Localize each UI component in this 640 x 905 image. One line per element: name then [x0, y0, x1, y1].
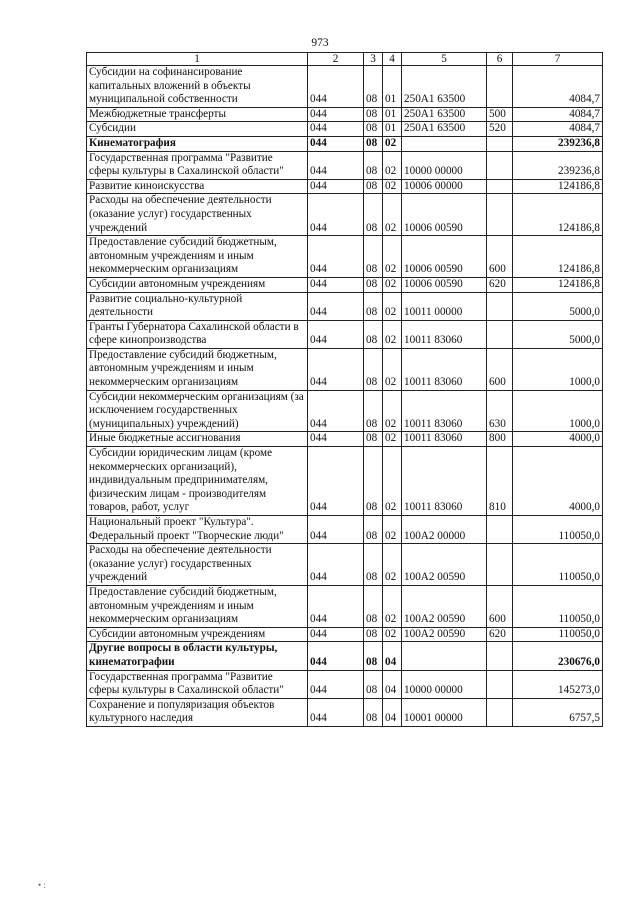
target-code-cell: 100A2 00590 [402, 627, 487, 642]
amount-cell: 124186,8 [513, 236, 603, 278]
section-code-cell: 08 [364, 194, 383, 236]
column-number-row [87, 53, 603, 66]
ministry-code-cell: 044 [308, 432, 364, 447]
ministry-code-cell: 044 [308, 179, 364, 194]
expense-type-cell: 630 [487, 390, 513, 432]
section-code-cell: 08 [364, 516, 383, 544]
subsection-code-cell: 02 [383, 348, 402, 390]
subsection-code-cell: 04 [383, 670, 402, 698]
expense-type-cell: 620 [487, 627, 513, 642]
expense-type-cell [487, 194, 513, 236]
target-code-cell [402, 642, 487, 670]
column-header: 1 [87, 53, 308, 66]
target-code-cell: 10011 83060 [402, 348, 487, 390]
table-row [87, 236, 603, 278]
row-name-cell: Субсидии юридическим лицам (кроме некоммерческих организаций), индивидуальным предпринимателям, физическим лицам - производителям товаров, работ, услуг [87, 447, 308, 516]
table-row [87, 670, 603, 698]
column-header: 4 [383, 53, 402, 66]
table-row [87, 277, 603, 292]
amount-cell: 1000,0 [513, 390, 603, 432]
expense-type-cell [487, 136, 513, 151]
row-name-cell: Предоставление субсидий бюджетным, автономным учреждениям и иным некоммерческим организациям [87, 236, 308, 278]
ministry-code-cell: 044 [308, 516, 364, 544]
ministry-code-cell: 044 [308, 627, 364, 642]
subsection-code-cell: 02 [383, 194, 402, 236]
column-header: 5 [402, 53, 487, 66]
target-code-cell [402, 136, 487, 151]
table-row [87, 432, 603, 447]
ministry-code-cell: 044 [308, 194, 364, 236]
target-code-cell: 10011 83060 [402, 390, 487, 432]
row-name-cell: Кинематография [87, 136, 308, 151]
row-name-cell: Иные бюджетные ассигнования [87, 432, 308, 447]
table-row [87, 390, 603, 432]
row-name-cell: Национальный проект "Культура". Федеральный проект "Творческие люди" [87, 516, 308, 544]
expense-type-cell: 520 [487, 122, 513, 137]
amount-cell: 239236,8 [513, 151, 603, 179]
target-code-cell: 10011 83060 [402, 432, 487, 447]
subsection-code-cell: 02 [383, 544, 402, 586]
subsection-code-cell: 02 [383, 151, 402, 179]
target-code-cell: 250A1 63500 [402, 66, 487, 108]
ministry-code-cell: 044 [308, 320, 364, 348]
target-code-cell: 250A1 63500 [402, 122, 487, 137]
subsection-code-cell: 01 [383, 107, 402, 122]
expense-type-cell: 800 [487, 432, 513, 447]
amount-cell: 110050,0 [513, 516, 603, 544]
table-row [87, 320, 603, 348]
subsection-code-cell: 01 [383, 66, 402, 108]
row-name-cell: Гранты Губернатора Сахалинской области в сфере кинопроизводства [87, 320, 308, 348]
amount-cell: 124186,8 [513, 179, 603, 194]
section-code-cell: 08 [364, 179, 383, 194]
subsection-code-cell: 02 [383, 236, 402, 278]
table-row [87, 642, 603, 670]
row-name-cell: Субсидии [87, 122, 308, 137]
subsection-code-cell: 04 [383, 642, 402, 670]
target-code-cell: 10000 00000 [402, 670, 487, 698]
row-name-cell: Предоставление субсидий бюджетным, автономным учреждениям и иным некоммерческим организациям [87, 585, 308, 627]
amount-cell: 124186,8 [513, 194, 603, 236]
ministry-code-cell: 044 [308, 585, 364, 627]
expense-type-cell: 500 [487, 107, 513, 122]
row-name-cell: Межбюджетные трансферты [87, 107, 308, 122]
subsection-code-cell: 02 [383, 432, 402, 447]
row-name-cell: Государственная программа "Развитие сферы культуры в Сахалинской области" [87, 151, 308, 179]
table-row [87, 447, 603, 516]
amount-cell: 1000,0 [513, 348, 603, 390]
table-row [87, 136, 603, 151]
ministry-code-cell: 044 [308, 292, 364, 320]
column-header: 2 [308, 53, 364, 66]
table-row [87, 698, 603, 726]
ministry-code-cell: 044 [308, 544, 364, 586]
row-name-cell: Сохранение и популяризация объектов культурного наследия [87, 698, 308, 726]
section-code-cell: 08 [364, 544, 383, 586]
amount-cell: 4084,7 [513, 122, 603, 137]
amount-cell: 6757,5 [513, 698, 603, 726]
section-code-cell: 08 [364, 348, 383, 390]
table-row [87, 107, 603, 122]
row-name-cell: Предоставление субсидий бюджетным, автономным учреждениям и иным некоммерческим организациям [87, 348, 308, 390]
amount-cell: 4000,0 [513, 432, 603, 447]
subsection-code-cell: 02 [383, 320, 402, 348]
section-code-cell: 08 [364, 627, 383, 642]
target-code-cell: 10000 00000 [402, 151, 487, 179]
expense-type-cell [487, 544, 513, 586]
subsection-code-cell: 02 [383, 585, 402, 627]
column-header: 3 [364, 53, 383, 66]
ministry-code-cell: 044 [308, 348, 364, 390]
expense-type-cell: 600 [487, 585, 513, 627]
row-name-cell: Субсидии автономным учреждениям [87, 627, 308, 642]
table-row [87, 516, 603, 544]
row-name-cell: Развитие социально-культурной деятельности [87, 292, 308, 320]
table-row [87, 544, 603, 586]
ministry-code-cell: 044 [308, 151, 364, 179]
amount-cell: 145273,0 [513, 670, 603, 698]
target-code-cell: 100A2 00590 [402, 544, 487, 586]
amount-cell: 230676,0 [513, 642, 603, 670]
table-row [87, 151, 603, 179]
table-row [87, 292, 603, 320]
section-code-cell: 08 [364, 320, 383, 348]
row-name-cell: Развитие киноискусства [87, 179, 308, 194]
section-code-cell: 08 [364, 136, 383, 151]
expense-type-cell [487, 320, 513, 348]
subsection-code-cell: 01 [383, 122, 402, 137]
expense-type-cell: 600 [487, 348, 513, 390]
target-code-cell: 10011 83060 [402, 320, 487, 348]
row-name-cell: Субсидии автономным учреждениям [87, 277, 308, 292]
expense-type-cell [487, 179, 513, 194]
target-code-cell: 10006 00590 [402, 194, 487, 236]
expense-type-cell: 620 [487, 277, 513, 292]
target-code-cell: 10011 00000 [402, 292, 487, 320]
budget-table [86, 52, 603, 727]
expense-type-cell [487, 698, 513, 726]
section-code-cell: 08 [364, 292, 383, 320]
section-code-cell: 08 [364, 236, 383, 278]
section-code-cell: 08 [364, 390, 383, 432]
expense-type-cell [487, 151, 513, 179]
page-number: 973 [311, 37, 329, 49]
subsection-code-cell: 02 [383, 179, 402, 194]
row-name-cell: Субсидии на софинансирование капитальных вложений в объекты муниципальной собственности [87, 66, 308, 108]
ministry-code-cell: 044 [308, 107, 364, 122]
table-row [87, 179, 603, 194]
subsection-code-cell: 04 [383, 698, 402, 726]
expense-type-cell [487, 516, 513, 544]
subsection-code-cell: 02 [383, 390, 402, 432]
expense-type-cell [487, 670, 513, 698]
table-row [87, 585, 603, 627]
amount-cell: 239236,8 [513, 136, 603, 151]
subsection-code-cell: 02 [383, 277, 402, 292]
ministry-code-cell: 044 [308, 447, 364, 516]
expense-type-cell [487, 642, 513, 670]
ministry-code-cell: 044 [308, 236, 364, 278]
table-row [87, 348, 603, 390]
row-name-cell: Государственная программа "Развитие сферы культуры в Сахалинской области" [87, 670, 308, 698]
section-code-cell: 08 [364, 670, 383, 698]
amount-cell: 110050,0 [513, 627, 603, 642]
section-code-cell: 08 [364, 447, 383, 516]
scan-mark: • : [38, 880, 46, 890]
ministry-code-cell: 044 [308, 670, 364, 698]
section-code-cell: 08 [364, 585, 383, 627]
subsection-code-cell: 02 [383, 136, 402, 151]
target-code-cell: 10001 00000 [402, 698, 487, 726]
column-header: 6 [487, 53, 513, 66]
ministry-code-cell: 044 [308, 277, 364, 292]
amount-cell: 5000,0 [513, 292, 603, 320]
expense-type-cell [487, 292, 513, 320]
table-row [87, 122, 603, 137]
ministry-code-cell: 044 [308, 66, 364, 108]
amount-cell: 110050,0 [513, 585, 603, 627]
subsection-code-cell: 02 [383, 516, 402, 544]
section-code-cell: 08 [364, 698, 383, 726]
target-code-cell: 10011 83060 [402, 447, 487, 516]
section-code-cell: 08 [364, 642, 383, 670]
amount-cell: 5000,0 [513, 320, 603, 348]
table-row [87, 627, 603, 642]
ministry-code-cell: 044 [308, 698, 364, 726]
amount-cell: 4084,7 [513, 66, 603, 108]
table-row [87, 66, 603, 108]
row-name-cell: Расходы на обеспечение деятельности (оказание услуг) государственных учреждений [87, 544, 308, 586]
target-code-cell: 10006 00000 [402, 179, 487, 194]
amount-cell: 124186,8 [513, 277, 603, 292]
ministry-code-cell: 044 [308, 122, 364, 137]
section-code-cell: 08 [364, 277, 383, 292]
section-code-cell: 08 [364, 151, 383, 179]
ministry-code-cell: 044 [308, 390, 364, 432]
row-name-cell: Другие вопросы в области культуры, кинематографии [87, 642, 308, 670]
row-name-cell: Субсидии некоммерческим организациям (за исключением государственных (муниципальных) учреждений) [87, 390, 308, 432]
expense-type-cell [487, 66, 513, 108]
expense-type-cell: 810 [487, 447, 513, 516]
ministry-code-cell: 044 [308, 136, 364, 151]
subsection-code-cell: 02 [383, 447, 402, 516]
subsection-code-cell: 02 [383, 292, 402, 320]
row-name-cell: Расходы на обеспечение деятельности (оказание услуг) государственных учреждений [87, 194, 308, 236]
expense-type-cell: 600 [487, 236, 513, 278]
table-body [87, 66, 603, 727]
section-code-cell: 08 [364, 107, 383, 122]
section-code-cell: 08 [364, 122, 383, 137]
section-code-cell: 08 [364, 66, 383, 108]
section-code-cell: 08 [364, 432, 383, 447]
ministry-code-cell: 044 [308, 642, 364, 670]
amount-cell: 4000,0 [513, 447, 603, 516]
target-code-cell: 10006 00590 [402, 236, 487, 278]
table-row [87, 194, 603, 236]
target-code-cell: 100A2 00590 [402, 585, 487, 627]
target-code-cell: 10006 00590 [402, 277, 487, 292]
column-header: 7 [513, 53, 603, 66]
subsection-code-cell: 02 [383, 627, 402, 642]
amount-cell: 4084,7 [513, 107, 603, 122]
target-code-cell: 250A1 63500 [402, 107, 487, 122]
target-code-cell: 100A2 00000 [402, 516, 487, 544]
amount-cell: 110050,0 [513, 544, 603, 586]
